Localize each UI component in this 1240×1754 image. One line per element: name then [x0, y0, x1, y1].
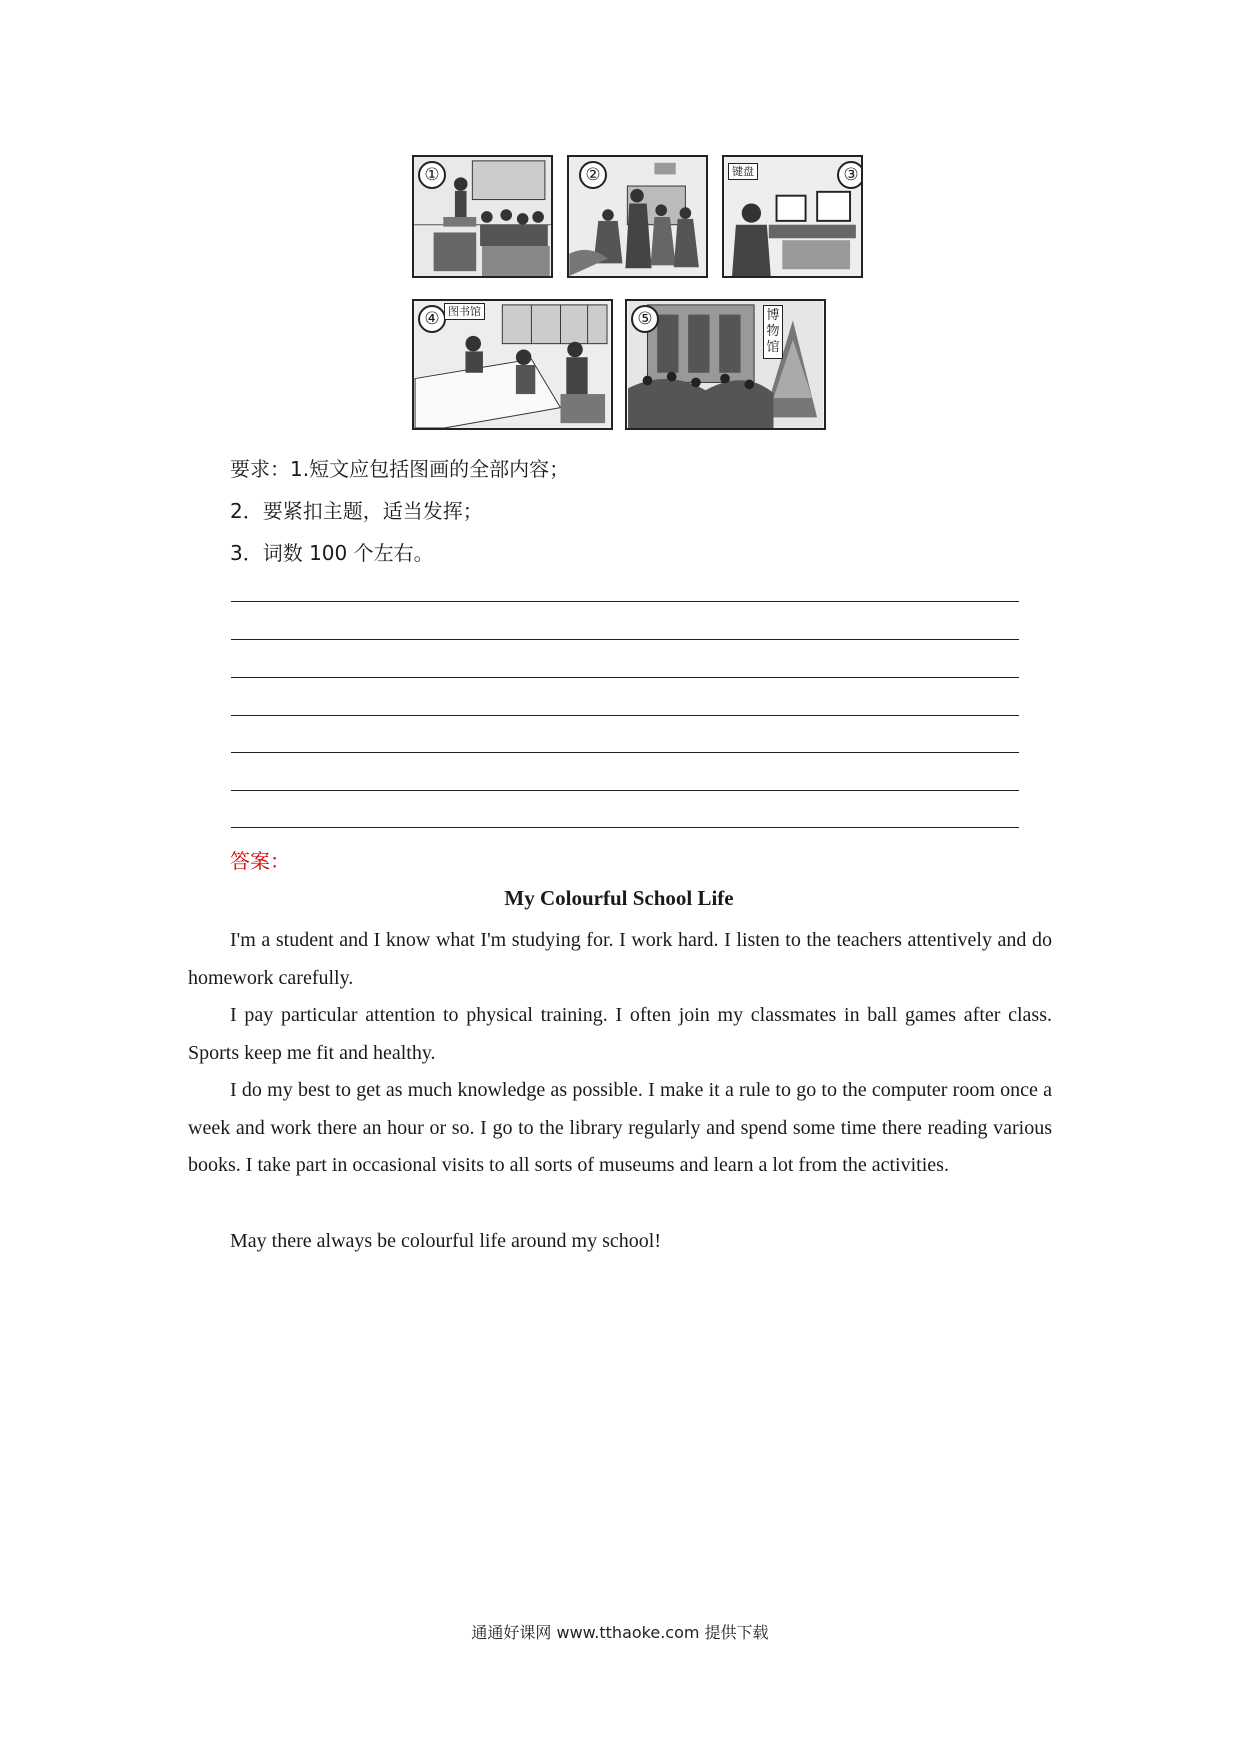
requirement-line-1: 要求：1.短文应包括图画的全部内容；	[230, 457, 570, 481]
page-footer: 通通好课网 www.tthaoke.com 提供下载	[471, 1623, 769, 1642]
writing-line	[231, 790, 1019, 791]
panel-number: ③	[837, 161, 863, 189]
writing-line	[231, 715, 1019, 716]
writing-line	[231, 827, 1019, 828]
requirement-line-2: 2．要紧扣主题，适当发挥；	[230, 499, 483, 523]
picture-panel-computer-room	[722, 155, 863, 278]
essay-paragraph: I'm a student and I know what I'm studying for. I work hard. I listen to the teachers attentively and do homework carefully.	[188, 929, 1052, 989]
writing-line	[231, 677, 1019, 678]
library-sign: 图书馆	[444, 303, 485, 320]
keyboard-sign: 键盘	[728, 163, 758, 180]
essay-paragraph: I do my best to get as much knowledge as possible. I make it a rule to go to the computer room once a week and work there an hour or so. I go to the library regularly and spend some time there reading various books. I take part in occasional visits to all sorts of museums and learn a lot from the activities.	[188, 1079, 1052, 1176]
museum-sign: 博物馆	[763, 305, 783, 359]
answer-label: 答案：	[230, 849, 290, 873]
writing-line	[231, 639, 1019, 640]
essay-title: My Colourful School Life	[504, 886, 734, 910]
essay-paragraph: May there always be colourful life around my school!	[230, 1230, 661, 1252]
writing-line	[231, 601, 1019, 602]
picture-panel-library	[412, 299, 613, 430]
picture-panel-classroom	[412, 155, 553, 278]
requirement-line-3: 3．词数 100 个左右。	[230, 541, 434, 565]
picture-panel-basketball	[567, 155, 708, 278]
panel-number: ⑤	[631, 305, 659, 333]
picture-panel-museum	[625, 299, 826, 430]
panel-number: ①	[418, 161, 446, 189]
panel-number: ④	[418, 305, 446, 333]
panel-number: ②	[579, 161, 607, 189]
writing-line	[231, 752, 1019, 753]
essay-paragraph: I pay particular attention to physical training. I often join my classmates in ball games after class. Sports keep me fit and healthy.	[188, 1004, 1052, 1064]
